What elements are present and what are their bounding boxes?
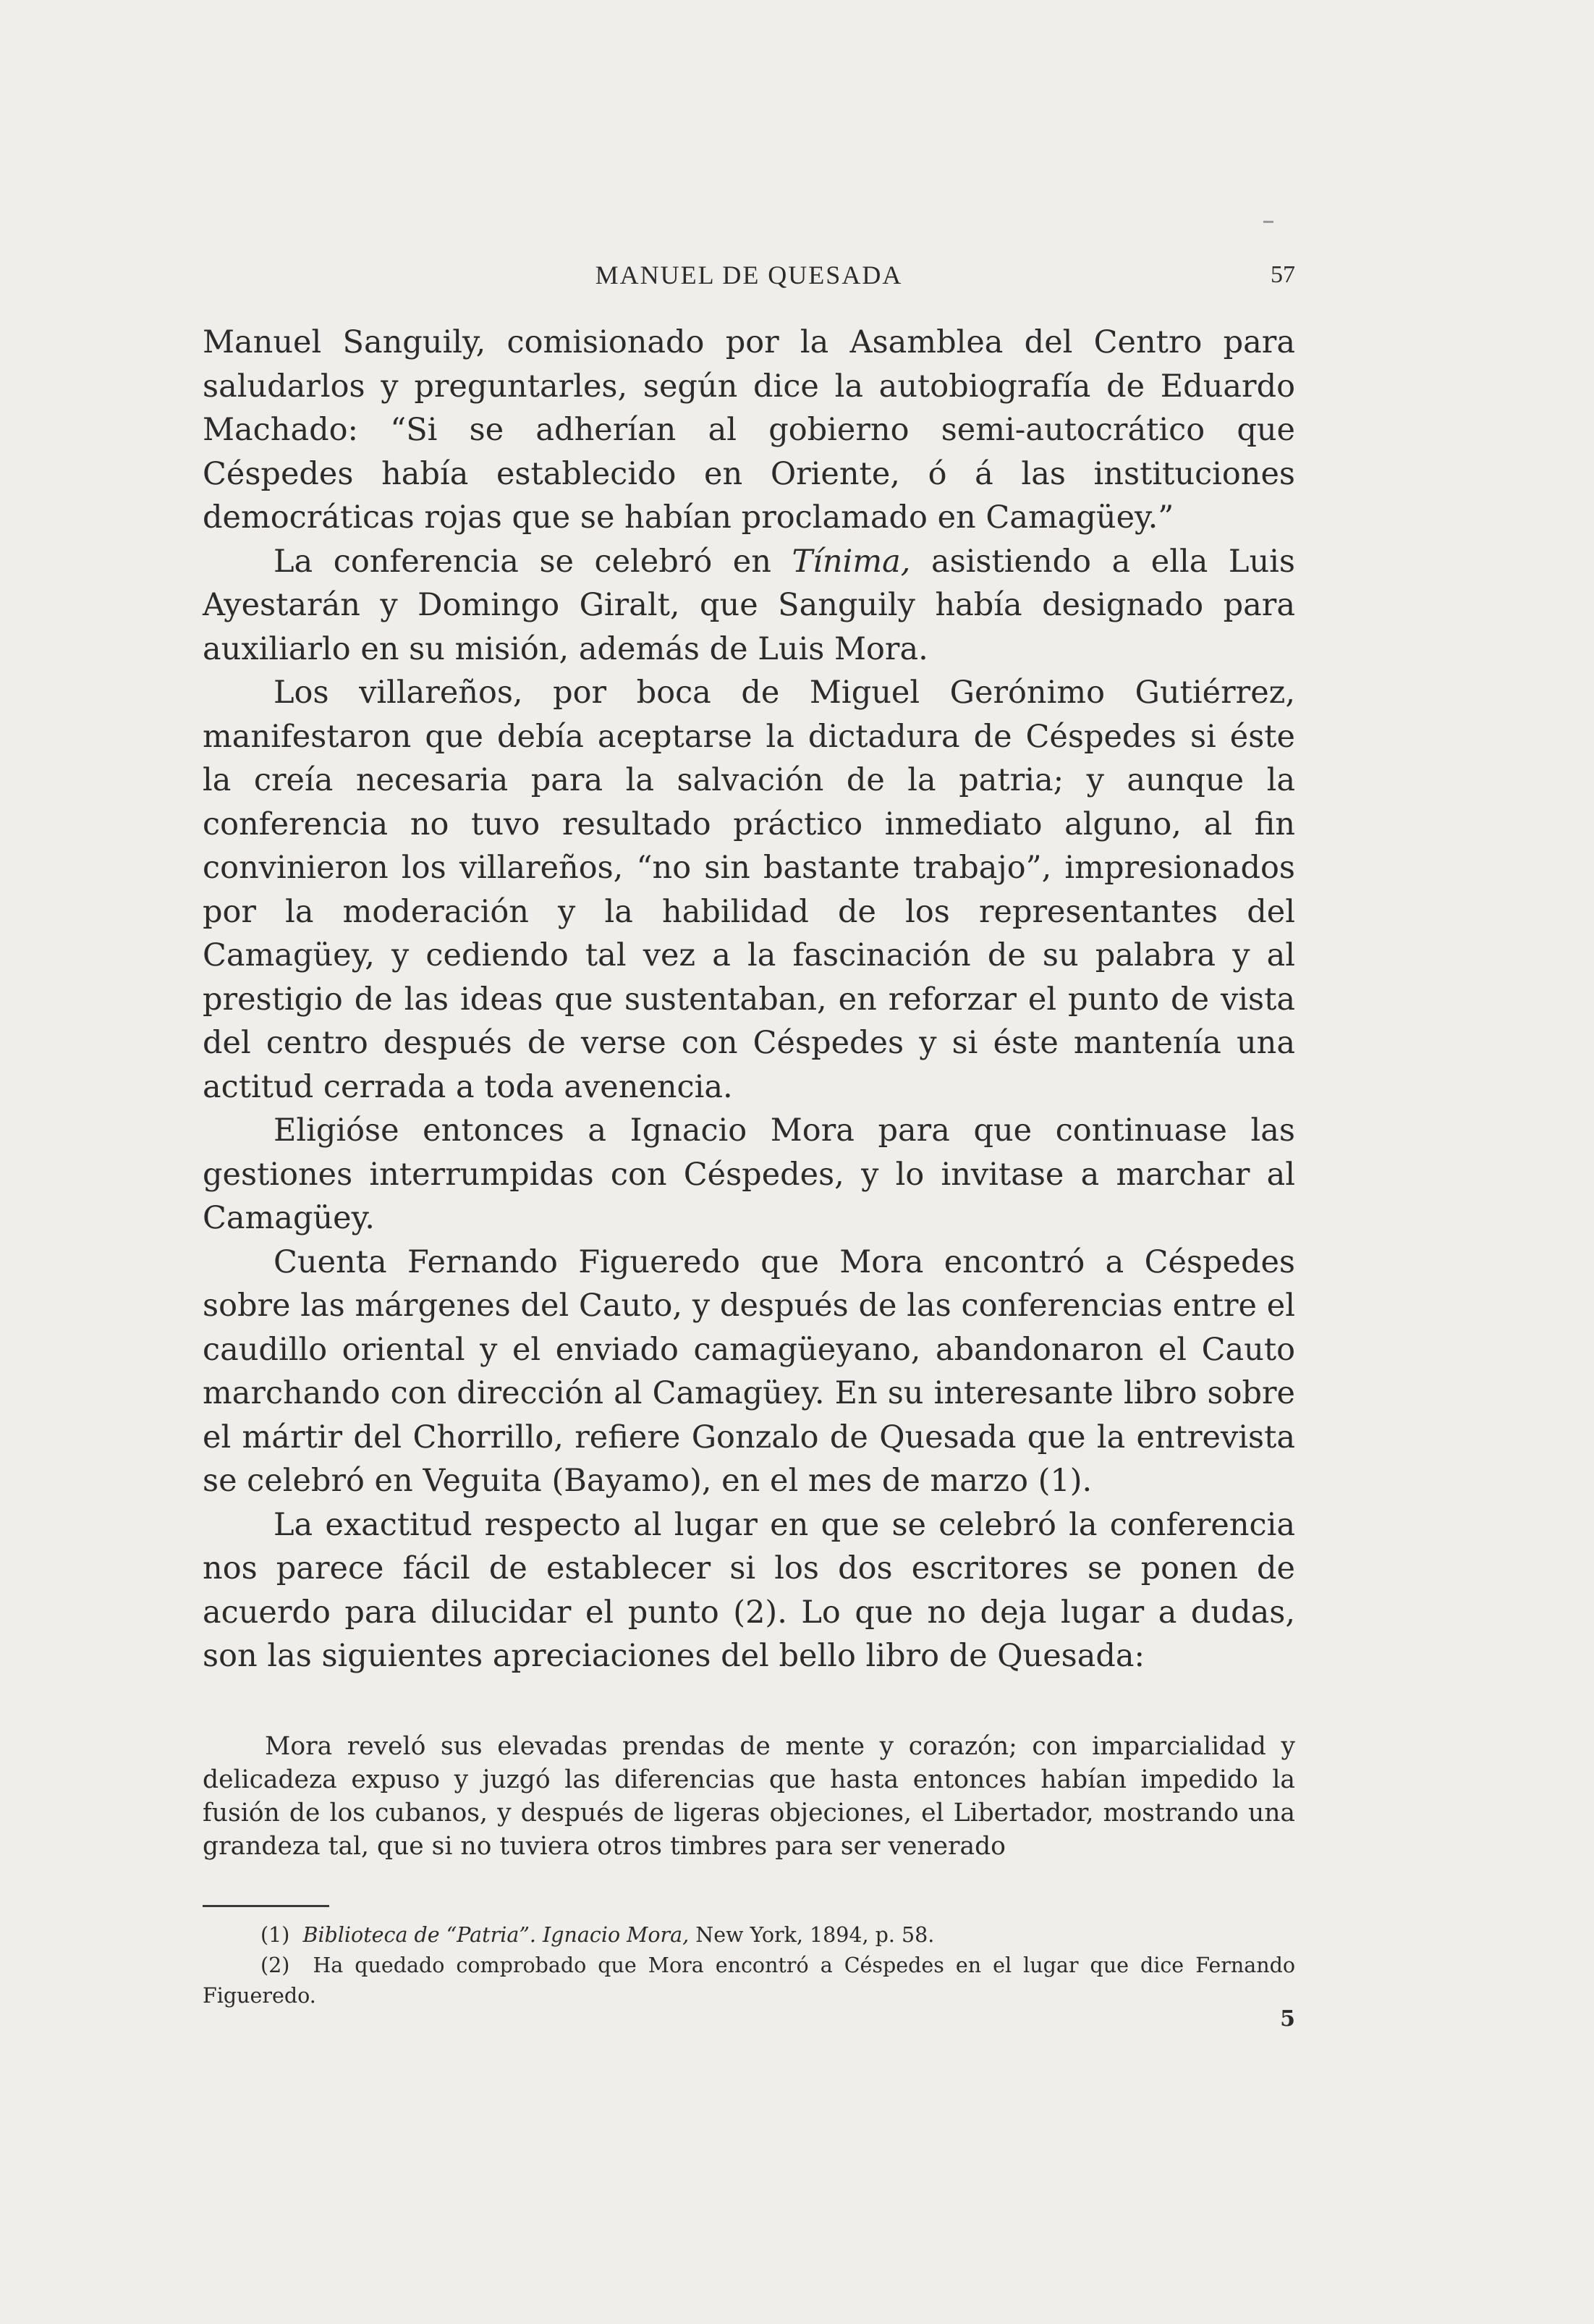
paragraph-2-end: asistiendo a ella Luis Ayestarán y Domingo Giralt, que Sanguily había designado para auxiliarlo en su misión, además de Luis Mora.: [203, 543, 1295, 667]
page-number: 57: [1271, 261, 1295, 288]
footnote-1: [203, 1920, 1295, 1951]
footnote-1-rest: New York, 1894, p. 58.: [689, 1923, 935, 1947]
paragraph-2: [203, 540, 1295, 672]
footnote-divider: [203, 1905, 329, 1907]
footnotes: [203, 1920, 1295, 2011]
paragraph-4: Eligióse entonces a Ignacio Mora para que continuase las gestiones interrumpidas con Céspedes, y lo invitase a marchar al Camagüey.: [203, 1112, 1295, 1236]
body-text: [203, 321, 1295, 1678]
paragraph-2-start: La conferencia se celebró en: [274, 543, 792, 580]
block-quote: Mora reveló sus elevadas prendas de mente y corazón; con imparcialidad y delicadeza expuso y juzgó las diferencias que hasta entonces habían impedido la fusión de los cubanos, y después de ligeras objeciones, el Libertador, mostrando una grandeza tal, que si no tuviera otros timbres para ser venerado: [203, 1732, 1295, 1861]
footnote-1-work: Ignacio Mora,: [543, 1923, 690, 1947]
footnote-2: [203, 1951, 1295, 2011]
paragraph-6: La exactitud respecto al lugar en que se celebró la conferencia nos parece fácil de establecer si los dos escritores se ponen de acuerdo para dilucidar el punto (2). Lo que no deja lugar a dudas, son las siguientes apreciaciones del bello libro de Quesada:: [203, 1506, 1295, 1674]
signature-mark: 5: [1280, 2006, 1295, 2032]
page-header: [203, 257, 1295, 293]
place-name-tinima: Tínima,: [792, 543, 911, 580]
footnote-2-text: Ha quedado comprobado que Mora encontró a Céspedes en el lugar que dice Fernando Figueredo.: [203, 1953, 1296, 2008]
footnote-1-marker: (1): [260, 1923, 290, 1947]
paragraph-5: Cuenta Fernando Figueredo que Mora encontró a Céspedes sobre las márgenes del Cauto, y después de las conferencias entre el caudillo oriental y el enviado camagüeyano, abandonaron el Cauto marchando con dirección al Camagüey. En su interesante libro sobre el mártir del Chorrillo, refiere Gonzalo de Quesada que la entrevista se celebró en Veguita (Bayamo), en el mes de marzo (1).: [203, 1243, 1295, 1499]
top-right-mark: [1263, 221, 1273, 223]
paragraph-1: Manuel Sanguily, comisionado por la Asamblea del Centro para saludarlos y preguntarles, según dice la autobiografía de Eduardo Machado: “Si se adherían al gobierno semi-autocrático que Céspedes había establecido en Oriente, ó á las instituciones democráticas rojas que se habían proclamado en Camagüey.”: [203, 324, 1295, 536]
footnote-1-title: Biblioteca de “Patria”.: [302, 1923, 536, 1947]
paragraph-3: Los villareños, por boca de Miguel Gerónimo Gutiérrez, manifestaron que debía aceptarse la dictadura de Céspedes si éste la creía necesaria para la salvación de la patria; y aunque la conferencia no tuvo resultado práctico inmediato alguno, al fin convinieron los villareños, “no sin bastante trabajo”, impresionados por la moderación y la habilidad de los representantes del Camagüey, y cediendo tal vez a la fascinación de su palabra y al prestigio de las ideas que sustentaban, en reforzar el punto de vista del centro después de verse con Céspedes y si éste mantenía una actitud cerrada a toda avenencia.: [203, 675, 1295, 1105]
running-head: MANUEL DE QUESADA: [595, 261, 903, 290]
footnote-2-marker: (2): [260, 1953, 290, 1977]
